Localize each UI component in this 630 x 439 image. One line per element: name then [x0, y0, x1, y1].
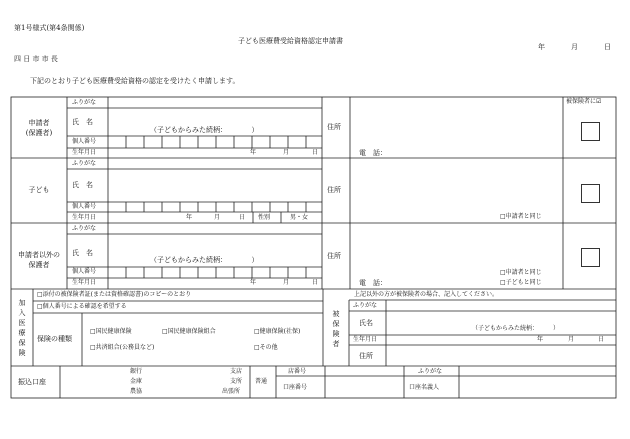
- applicant-label: 申請者: [28, 119, 50, 127]
- date-month-label: 月: [571, 43, 578, 51]
- guardian-birth-year: 年: [250, 279, 257, 286]
- guardian-relation: （子どもからみた続柄： ）: [150, 256, 259, 264]
- applicant-sublabel: (保護者): [25, 129, 53, 137]
- applicant-my-number-label: 個人番号: [72, 138, 97, 145]
- child-same-as-applicant[interactable]: □申請者と同じ: [500, 213, 542, 220]
- child-birth-year: 年: [186, 214, 193, 221]
- bank-type-shinkin: 金庫: [130, 378, 143, 385]
- applicant-relation: （子どもからみた続柄： ）: [150, 126, 259, 134]
- guardian-birth-day: 日: [312, 279, 319, 286]
- insurance-type-mutual-aid[interactable]: □共済組合(公務員など): [90, 344, 155, 351]
- guardian-same-as-child[interactable]: □子どもと同じ: [500, 279, 542, 286]
- guardian-name-label: 氏 名: [72, 249, 93, 257]
- insured-person-birth-label: 生年月日: [353, 336, 378, 343]
- insured-person-furigana-label: ふりがな: [353, 302, 378, 309]
- child-furigana-label: ふりがな: [72, 160, 97, 167]
- applicant-insured-checkbox[interactable]: [581, 122, 600, 141]
- insurance-type-national[interactable]: □国民健康保険: [90, 328, 132, 335]
- bank-account-type: 普通: [255, 378, 268, 385]
- guardian-my-number-label: 個人番号: [72, 268, 97, 275]
- applicant-birth-day: 日: [312, 149, 319, 156]
- bank-account-label: 振込口座: [18, 378, 46, 386]
- bank-account-number-label: 口座番号: [283, 384, 308, 391]
- intro-text: 下記のとおり子ども医療費受給資格の認定を受けたく申請します。: [30, 77, 240, 85]
- insurance-section-label: 加入医療保険: [18, 299, 26, 357]
- bank-sub-office: 出張所: [222, 388, 241, 395]
- insurance-type-health-social[interactable]: □健康保険(社保): [254, 328, 301, 335]
- applicant-phone-label: 電 話：: [359, 149, 387, 157]
- guardian-address-label: 住所: [327, 252, 341, 260]
- insurance-type-label: 保険の種類: [37, 335, 72, 343]
- bank-furigana-label: ふりがな: [418, 368, 443, 375]
- insurance-type-other[interactable]: □その他: [254, 344, 278, 351]
- form-title: 子ども医療費受給資格認定申請書: [238, 37, 343, 45]
- insured-person-address-label: 住所: [359, 352, 373, 360]
- insured-person-birth-day: 日: [598, 336, 605, 343]
- child-gender-label: 性別: [258, 214, 271, 221]
- insured-person-label: 被保険者: [332, 310, 340, 348]
- child-birth-month: 月: [214, 214, 221, 221]
- insurance-type-national-union[interactable]: □国民健康保険組合: [162, 328, 216, 335]
- child-label: 子ども: [28, 186, 50, 194]
- applicant-birth-label: 生年月日: [72, 149, 97, 156]
- guardian-phone-label: 電 話：: [359, 279, 387, 287]
- child-gender-options[interactable]: 男・女: [290, 214, 309, 221]
- bank-branch: 支店: [230, 368, 243, 375]
- date-day-label: 日: [604, 43, 611, 51]
- applicant-birth-year: 年: [250, 149, 257, 156]
- bank-type-bank: 銀行: [130, 368, 143, 375]
- applicant-address-label: 住所: [327, 123, 341, 131]
- guardian-label: 申請者以外の: [18, 251, 60, 259]
- insurance-option-my-number[interactable]: □個人番号による確認を希望する: [37, 303, 127, 310]
- insured-person-birth-year: 年: [537, 336, 544, 343]
- form-number: 第1号様式(第4条関係): [14, 24, 85, 32]
- guardian-sublabel: 保護者: [28, 261, 50, 269]
- bank-type-nokyo: 農協: [130, 388, 143, 395]
- child-birth-label: 生年月日: [72, 214, 97, 221]
- applicant-birth-month: 月: [283, 149, 290, 156]
- child-my-number-label: 個人番号: [72, 203, 97, 210]
- insured-person-name-label: 氏名: [359, 319, 373, 327]
- insured-check-header: 被保険者に☑: [566, 98, 602, 105]
- guardian-birth-month: 月: [283, 279, 290, 286]
- insured-person-note: 上記以外の方が被保険者の場合、記入してください。: [354, 291, 499, 298]
- bank-branch-office: 支所: [230, 378, 243, 385]
- insured-person-birth-month: 月: [568, 336, 575, 343]
- guardian-insured-checkbox[interactable]: [581, 248, 600, 267]
- applicant-name-label: 氏 名: [72, 118, 93, 126]
- child-birth-day: 日: [239, 214, 246, 221]
- guardian-furigana-label: ふりがな: [72, 225, 97, 232]
- insured-person-relation: （子どもからみた続柄： ）: [472, 325, 560, 332]
- applicant-furigana-label: ふりがな: [72, 99, 97, 106]
- bank-shop-number-label: 店番号: [288, 368, 307, 375]
- guardian-birth-label: 生年月日: [72, 279, 97, 286]
- addressee: 四 日 市 市 長: [14, 55, 58, 63]
- child-insured-checkbox[interactable]: [581, 184, 600, 203]
- guardian-same-as-applicant[interactable]: □申請者と同じ: [500, 269, 542, 276]
- child-name-label: 氏 名: [72, 181, 93, 189]
- bank-account-holder-label: 口座名義人: [409, 384, 440, 391]
- insurance-option-card-copy[interactable]: □添付の被保険者証(または資格確認書)のコピーのとおり: [37, 291, 192, 298]
- date-year-label: 年: [538, 43, 545, 51]
- child-address-label: 住所: [327, 186, 341, 194]
